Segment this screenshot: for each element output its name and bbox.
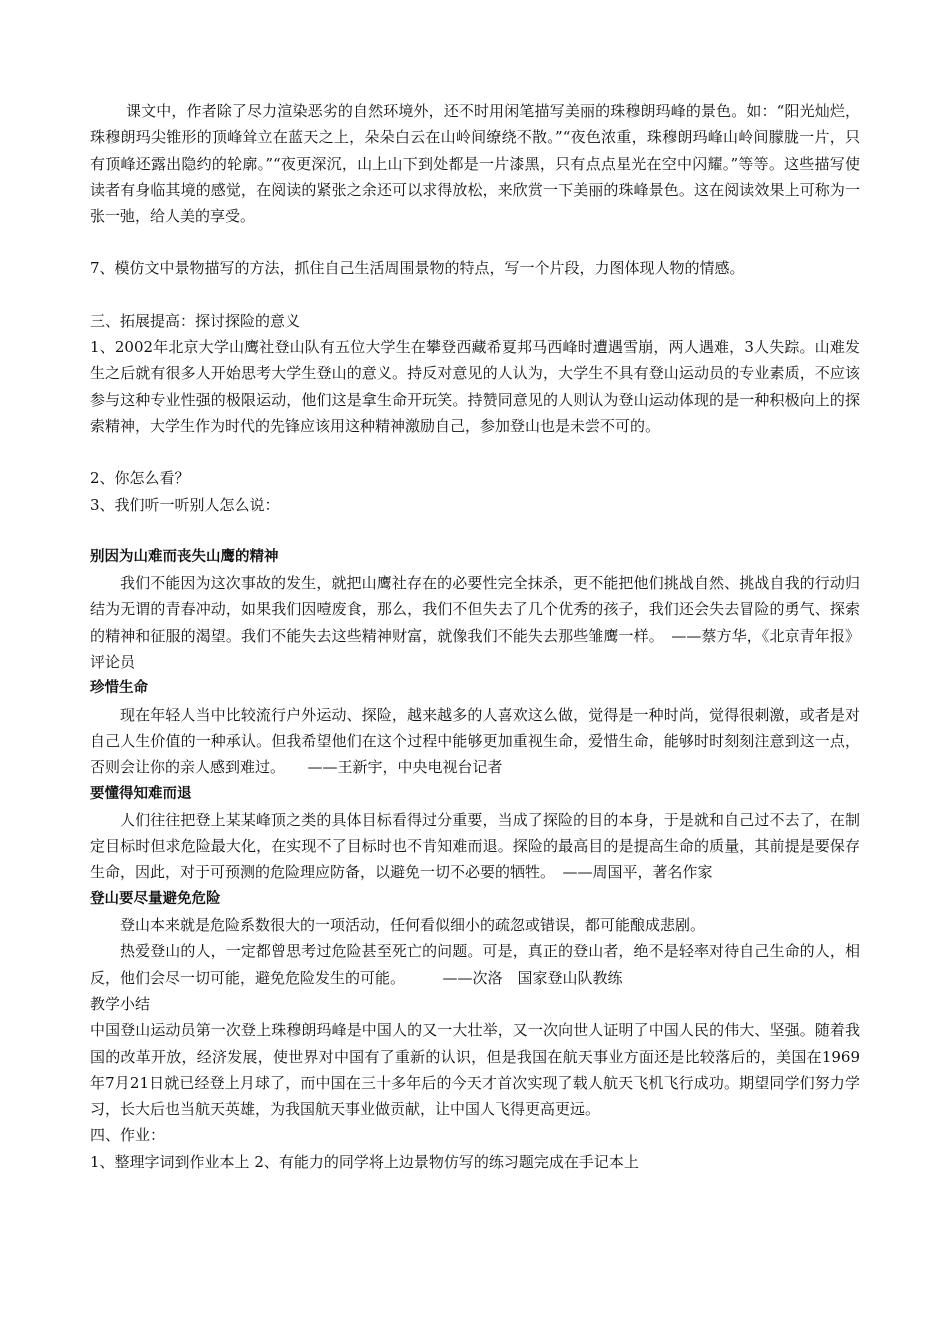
intro-paragraph: 课文中，作者除了尽力渲染恶劣的自然环境外，还不时用闲笔描写美丽的珠穆朗玛峰的景色。如：“阳光灿烂，珠穆朗玛尖锥形的顶峰耸立在蓝天之上，朵朵白云在山岭间缭绕不散。”“夜色浓重，珠穆朗玛峰山岭间朦胧一片，只有顶峰还露出隐约的轮廓。”“夜更深沉，山上山下到处都是一片漆黑，只有点点星光在空中闪耀。”等等。这些描写使读者有身临其境的感觉，在阅读的紧张之余还可以求得放松，来欣赏一下美丽的珠峰景色。这在阅读效果上可称为一张一弛，给人美的享受。 bbox=[90, 102, 860, 226]
summary-title: 教学小结 bbox=[90, 994, 151, 1013]
opinion-body-continued: 热爱登山的人，一定都曾思考过危险甚至死亡的问题。可是，真正的登山者，绝不是轻率对待自己生命的人，相反，他们会尽一切可能，避免危险发生的可能。 ——次洛 国家登山队教练 bbox=[90, 942, 860, 987]
opinion-title: 登山要尽量避免危险 bbox=[90, 890, 221, 907]
opinion-body: 人们往往把登上某某峰顶之类的具体目标看得过分重要，当成了探险的目的本身，于是就和自己过不去了，在制定目标时但求危险最大化，在实现不了目标时也不肯知难而退。探险的最高目的是提高生命的质量，其前提是要保存生命，因此，对于可预测的危险理应防备，以避免一切不必要的牺牲。 ——周国平，著名作家 bbox=[90, 810, 860, 882]
document-page bbox=[90, 98, 860, 1175]
opinion-body: 我们不能因为这次事故的发生，就把山鹰社存在的必要性完全抹杀，更不能把他们挑战自然、挑战自我的行动归结为无谓的青春冲动，如果我们因噎废食，那么，我们不但失去了几个优秀的孩子，我们还会失去冒险的勇气、探索的精神和征服的渴望。我们不能失去这些精神财富，就像我们不能失去那些雏鹰一样。 ——蔡方华，《北京青年报》评论员 bbox=[90, 574, 860, 672]
homework-text: 1、整理字词到作业本上 2、有能力的同学将上边景物仿写的练习题完成在手记本上 bbox=[90, 1152, 639, 1171]
section-3-item-2: 2、你怎么看？ bbox=[90, 469, 190, 488]
opinion-title: 要懂得知难而退 bbox=[90, 785, 192, 802]
opinion-body: 登山本来就是危险系数很大的一项活动，任何看似细小的疏忽或错误，都可能酿成悲剧。 bbox=[120, 916, 706, 935]
opinion-title: 珍惜生命 bbox=[90, 680, 148, 697]
opinion-body: 现在年轻人当中比较流行户外运动、探险，越来越多的人喜欢这么做，觉得是一种时尚，觉得很刺激，或者是对自己人生价值的一种承认。但我希望他们在这个过程中能够更加重视生命，爱惜生命，能够时时刻刻注意到这一点，否则会让你的亲人感到难过。 ——王新宇，中央电视台记者 bbox=[90, 705, 860, 777]
summary-body: 中国登山运动员第一次登上珠穆朗玛峰是中国人的又一大壮举，又一次向世人证明了中国人民的伟大、坚强。随着我国的改革开放，经济发展，使世界对中国有了重新的认识，但是我国在航天事业方面还是比较落后的，美国在1969年7月21日就已经登上月球了，而中国在三十多年后的今天才首次实现了载人航天飞机飞行成功。期望同学们努力学习，长大后也当航天英雄，为我国航天事业做贡献，让中国人飞得更高更远。 bbox=[90, 1021, 860, 1119]
section-4-title: 四、作业： bbox=[90, 1126, 166, 1145]
section-3-title: 三、拓展提高：探讨探险的意义 bbox=[90, 311, 301, 330]
opinion-title: 别因为山难而丧失山鹰的精神 bbox=[90, 548, 279, 565]
section-3-item-3: 3、我们听一听别人怎么说： bbox=[90, 495, 280, 514]
exercise-item-7: 7、模仿文中景物描写的方法，抓住自己生活周围景物的特点，写一个片段，力图体现人物的情感。 bbox=[90, 259, 745, 278]
section-3-item-1: 1、2002年北京大学山鹰社登山队有五位大学生在攀登西藏希夏邦马西峰时遭遇雪崩，两人遇难，3人失踪。山难发生之后就有很多人开始思考大学生登山的意义。持反对意见的人认为，大学生不具有登山运动员的专业素质，不应该参与这种专业性强的极限运动，他们这是拿生命开玩笑。持赞同意见的人则认为登山运动体现的是一种积极向上的探索精神，大学生作为时代的先锋应该用这种精神激励自己，参加登山也是未尝不可的。 bbox=[90, 338, 860, 435]
